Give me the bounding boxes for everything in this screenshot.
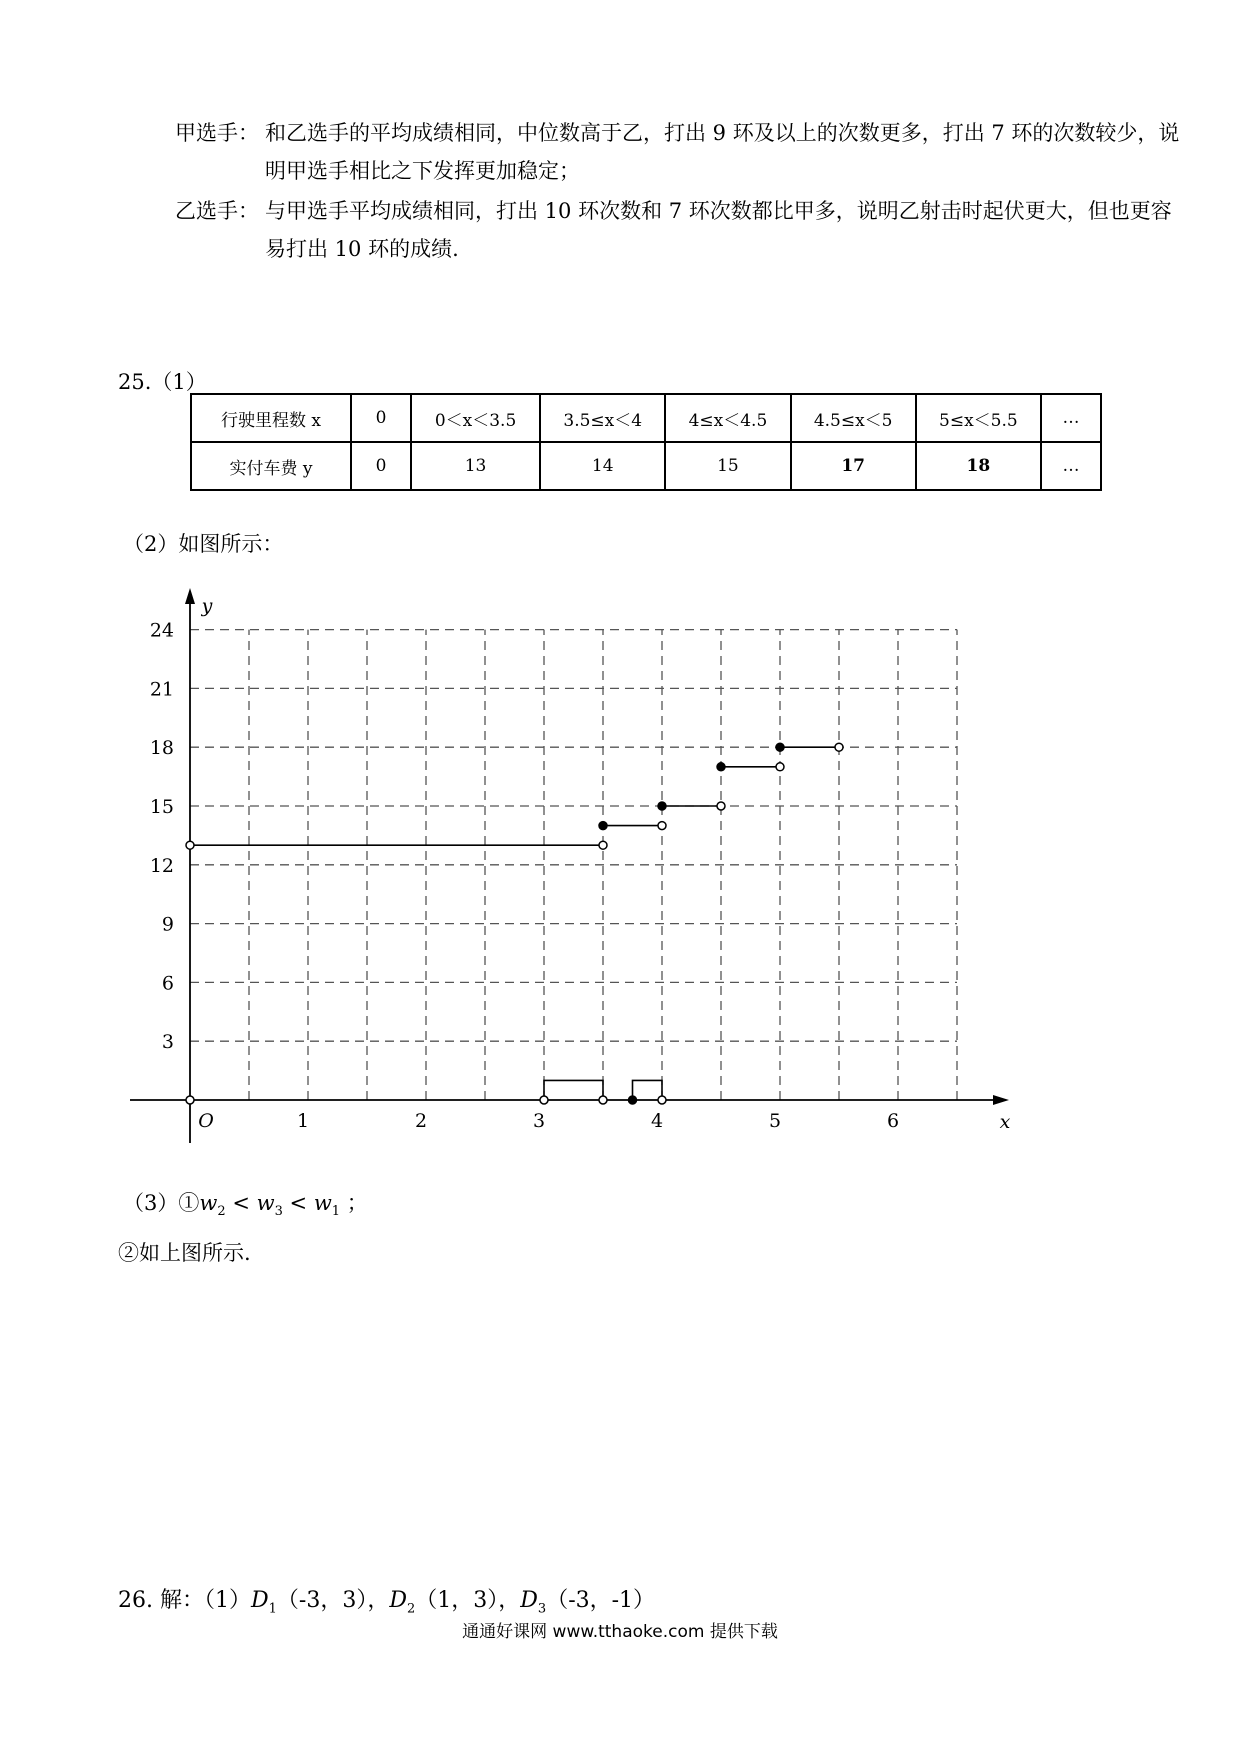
y-tick-label: 24 (149, 619, 174, 642)
paragraph-player-b (175, 192, 1185, 268)
table-row (191, 394, 1101, 442)
table-cell: 0 (351, 394, 411, 442)
origin-label: O (198, 1110, 214, 1132)
axis-interval-mark (633, 1080, 663, 1100)
axis-mark-end-point (599, 1096, 607, 1104)
question-25-part-3 (123, 1187, 368, 1219)
question-26 (118, 1583, 655, 1616)
part3-suffix: ； (340, 1191, 368, 1215)
segment-start-point (186, 841, 194, 849)
d2-value: （1，3）， (415, 1588, 521, 1613)
segment-start-point (658, 802, 666, 810)
w3-subscript: 3 (274, 1204, 283, 1220)
less-than-sign: < (282, 1191, 314, 1215)
y-tick-label: 6 (161, 972, 174, 995)
y-axis-label: y (201, 595, 213, 617)
table-cell: 17 (791, 442, 916, 490)
segment-end-point (776, 763, 784, 771)
segment-end-point (717, 802, 725, 810)
question-25-title: 25.（1） (118, 370, 207, 394)
footer-text: 通通好课网 www.tthaoke.com 提供下载 (462, 1622, 778, 1642)
axis-interval-mark (544, 1080, 603, 1100)
y-tick-label: 9 (161, 913, 174, 936)
x-tick-label: 5 (768, 1110, 782, 1132)
table-cell: 5≤x＜5.5 (916, 394, 1041, 442)
table-cell: 4≤x＜4.5 (665, 394, 790, 442)
step-function-chart (130, 588, 1010, 1158)
x-tick-label: 3 (532, 1110, 546, 1132)
q26-prefix: 26. 解：（1） (118, 1588, 251, 1613)
fare-table (190, 393, 1102, 491)
table-cell: 15 (665, 442, 790, 490)
d2-symbol: D (389, 1588, 407, 1613)
y-tick-label: 21 (149, 678, 174, 701)
table-cell: … (1041, 394, 1101, 442)
x-tick-label: 4 (650, 1110, 664, 1132)
segment-start-point (776, 743, 784, 751)
segment-start-point (599, 822, 607, 830)
w3-symbol: w (256, 1191, 275, 1215)
player-b-label: 乙选手： (175, 199, 259, 223)
table-cell: 14 (540, 442, 665, 490)
paragraph-player-a (175, 114, 1185, 190)
origin-point (186, 1096, 194, 1104)
x-axis-label: x (999, 1111, 1010, 1133)
table-cell: 行驶里程数 x (191, 394, 351, 442)
w1-subscript: 1 (331, 1204, 341, 1220)
axis-mark-end-point (658, 1096, 666, 1104)
x-axis-arrow (993, 1095, 1009, 1105)
y-axis-arrow (185, 588, 195, 604)
table-row (191, 442, 1101, 490)
table-cell: 3.5≤x＜4 (540, 394, 665, 442)
d3-symbol: D (520, 1588, 538, 1613)
table-cell: 0＜x＜3.5 (411, 394, 540, 442)
segment-end-point (599, 841, 607, 849)
table-cell: 18 (916, 442, 1041, 490)
axis-mark-start-point (629, 1096, 637, 1104)
w2-symbol: w (199, 1191, 218, 1215)
x-tick-label: 6 (886, 1110, 900, 1132)
table-cell: 实付车费 y (191, 442, 351, 490)
y-tick-label: 3 (161, 1031, 174, 1054)
question-25-part-2: （2）如图所示： (123, 532, 284, 556)
segment-start-point (717, 763, 725, 771)
d2-subscript: 2 (406, 1601, 416, 1617)
player-a-text: 和乙选手的平均成绩相同，中位数高于乙，打出 9 环及以上的次数更多，打出 7 环的次数较少，说明甲选手相比之下发挥更加稳定； (265, 121, 1180, 183)
x-tick-label: 1 (296, 1110, 310, 1132)
segment-end-point (835, 743, 843, 751)
d3-subscript: 3 (537, 1601, 547, 1617)
d1-symbol: D (250, 1588, 269, 1613)
y-tick-label: 18 (149, 737, 174, 760)
player-a-label: 甲选手： (175, 121, 259, 145)
table-cell: 13 (411, 442, 540, 490)
question-25-part-3b: ②如上图所示. (118, 1241, 251, 1265)
x-tick-label: 2 (414, 1110, 428, 1132)
d3-value: （-3，-1） (546, 1588, 656, 1613)
table-cell: 0 (351, 442, 411, 490)
segment-end-point (658, 822, 666, 830)
axis-mark-start-point (540, 1096, 548, 1104)
table-cell: … (1041, 442, 1101, 490)
table-cell: 4.5≤x＜5 (791, 394, 916, 442)
d1-value: （-3，3）， (276, 1588, 390, 1613)
less-than-sign: < (225, 1191, 257, 1215)
y-tick-label: 15 (149, 796, 174, 818)
y-tick-label: 12 (149, 854, 174, 877)
w2-subscript: 2 (217, 1204, 226, 1220)
w1-symbol: w (313, 1191, 332, 1215)
player-b-text: 与甲选手平均成绩相同，打出 10 环次数和 7 环次数都比甲多，说明乙射击时起伏更大，但也更容易打出 10 环的成绩. (265, 199, 1172, 261)
d1-subscript: 1 (268, 1601, 277, 1617)
part3-prefix: （3）① (123, 1191, 200, 1215)
